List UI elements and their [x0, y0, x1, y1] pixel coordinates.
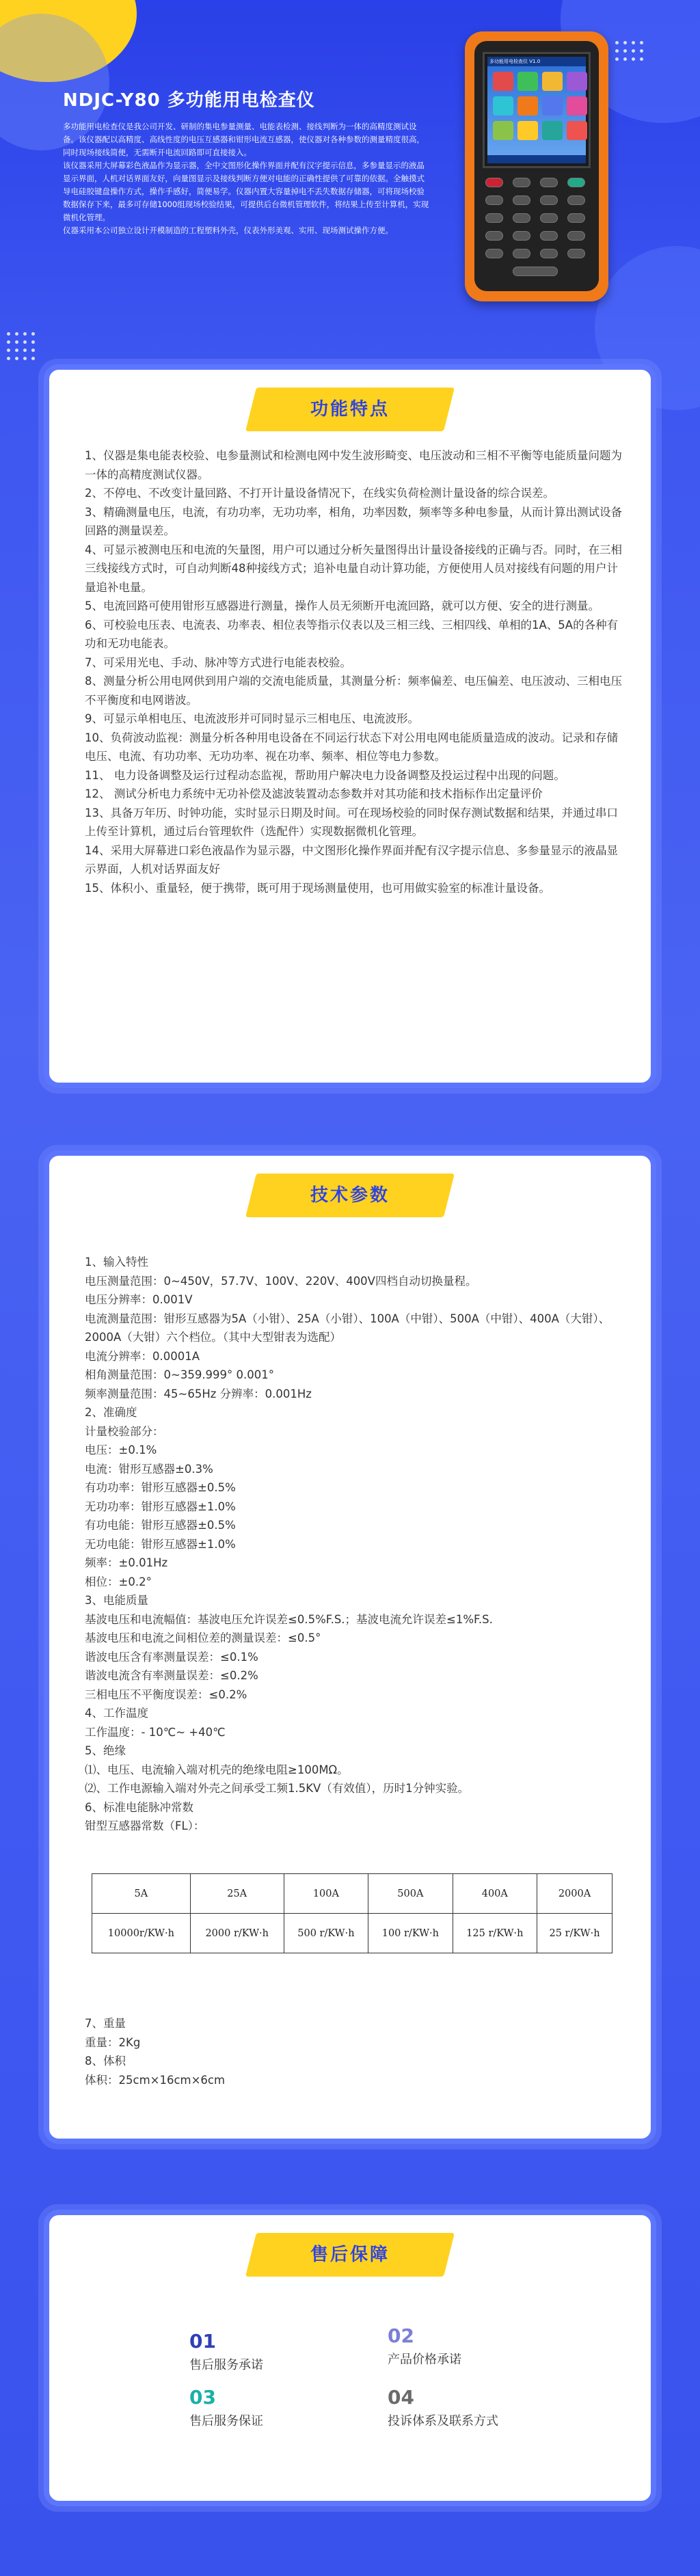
product-title: NDJC-Y80 多功能用电检查仪 — [63, 90, 315, 111]
features-heading-ribbon — [251, 388, 449, 431]
service-number: 04 — [388, 2386, 414, 2409]
spec-list — [85, 1253, 625, 1836]
intro-paragraph: 该仪器采用大屏幕彩色液晶作为显示器，全中文图形化操作界面并配有汉字提示信息，多参量显示的液晶显示界面，人机对话界面友好，向量图显示及接线判断方便对电能的正确性提供了可靠的依据。全触摸式导电硅胶键盘操作方式，操作手感好，简便易学。仪器内置大容量掉电不丢失数据存储器，可将现场校验数据保存下来，最多可存储1000组现场校验结果，可提供后台微机管理软件，将结果上传至计算机，实现微机化管理。 — [63, 161, 429, 222]
table-header-cell: 500A — [368, 1874, 453, 1914]
service-label: 售后服务保证 — [189, 2414, 263, 2428]
feature-item: 11、 电力设备调整及运行过程动态监视，帮助用户解决电力设备调整及投运过程中出现的问题。 — [85, 768, 565, 782]
spec-line: 计量校验部分： — [85, 1424, 164, 1438]
feature-list — [85, 446, 625, 897]
spec-line: 基波电压和电流之间相位差的测量误差：≤0.5° — [85, 1631, 321, 1644]
spec-line: 电压分辨率：0.001V — [85, 1293, 193, 1306]
service-heading: 售后保障 — [310, 2245, 390, 2265]
service-item — [189, 2386, 263, 2429]
table-cell: 2000 r/KW·h — [190, 1914, 284, 1953]
intro-paragraph: 仪器采用本公司独立设计开模制造的工程塑料外壳，仪表外形美观、实用、现场测试操作方便。 — [63, 226, 393, 235]
feature-item: 7、可采用光电、手动、脉冲等方式进行电能表校验。 — [85, 655, 351, 669]
service-item — [388, 2386, 498, 2429]
table-header-cell: 2000A — [537, 1874, 612, 1914]
spec-line: 体积：25cm×16cm×6cm — [85, 2073, 226, 2087]
pulse-constant-table — [92, 1873, 612, 1953]
decorative-dots — [7, 332, 35, 360]
spec-line: 谐波电流含有率测量误差：≤0.2% — [85, 1669, 258, 1682]
service-label: 售后服务承诺 — [189, 2358, 263, 2372]
table-cell: 25 r/KW·h — [537, 1914, 612, 1953]
feature-item: 12、 测试分析电力系统中无功补偿及滤波装置动态参数并对其功能和技术指标作出定量评价 — [85, 787, 543, 800]
decorative-dots — [615, 41, 643, 61]
feature-item: 2、不停电、不改变计量回路、不打开计量设备情况下，在线实负荷检测计量设备的综合误差。 — [85, 487, 554, 500]
hero-section — [0, 0, 700, 355]
feature-item: 13、具备万年历、时钟功能，实时显示日期及时间。可在现场校验的同时保存测试数据和结果，并通过串口上传至计算机，通过后台管理软件（选配件）实现数据微机化管理。 — [85, 806, 618, 838]
feature-item: 3、精确测量电压，电流，有功功率，无功功率，相角，功率因数，频率等多种电参量，从而计算出测试设备回路的测量误差。 — [85, 505, 622, 537]
device-screen-title: 多功能用电检查仪 V1.0 — [487, 57, 586, 66]
specs-heading: 技术参数 — [310, 1185, 390, 1206]
spec-line: 无功功率：钳形互感器±1.0% — [85, 1500, 236, 1513]
table-header-row — [92, 1874, 612, 1914]
spec-line: 电流：钳形互感器±0.3% — [85, 1462, 213, 1476]
feature-item: 14、采用大屏幕进口彩色液晶作为显示器，中文图形化操作界面并配有汉字提示信息、多参量显示的液晶显示界面，人机对话界面友好 — [85, 843, 618, 876]
feature-item: 4、可显示被测电压和电流的矢量图，用户可以通过分析矢量图得出计量设备接线的正确与否。同时，在三相三线接线方式时，可自动判断48种接线方式；追补电量自动计算功能，方便使用人员对接线有问题的用户计量追补电量。 — [85, 543, 622, 594]
spec-line: 电压：±0.1% — [85, 1443, 157, 1456]
service-number: 01 — [189, 2330, 216, 2353]
spec-line: 电压测量范围：0~450V，57.7V、100V、220V、400V四档自动切换量程。 — [85, 1274, 477, 1288]
spec-line: 2、准确度 — [85, 1406, 137, 1419]
spec-line: 6、标准电能脉冲常数 — [85, 1800, 193, 1814]
spec-line: 频率：±0.01Hz — [85, 1556, 168, 1569]
service-card — [44, 2210, 656, 2506]
service-number: 03 — [189, 2386, 216, 2409]
spec-line: 8、体积 — [85, 2055, 126, 2067]
table-header-cell: 25A — [190, 1874, 284, 1914]
service-item — [189, 2330, 263, 2373]
spec-tail — [85, 2014, 625, 2089]
spec-line: 5、绝缘 — [85, 1744, 126, 1757]
spec-line: 三相电压不平衡度误差：≤0.2% — [85, 1687, 247, 1701]
spec-line: 7、重量 — [85, 2017, 126, 2030]
table-header-cell: 100A — [284, 1874, 368, 1914]
table-header-cell: 5A — [92, 1874, 191, 1914]
spec-line: 钳型互感器常数（FL）： — [85, 1819, 205, 1832]
feature-item: 6、可校验电压表、电流表、功率表、相位表等指示仪表以及三相三线、三相四线、单相的1A、5A的各种有功和无功电能表。 — [85, 618, 619, 650]
spec-line: 相角测量范围：0~359.999° 0.001° — [85, 1368, 275, 1381]
table-cell: 125 r/KW·h — [453, 1914, 537, 1953]
feature-item: 15、体积小、重量轻，便于携带，既可用于现场测量使用，也可用做实验室的标准计量设备。 — [85, 881, 550, 895]
spec-line: 电流测量范围：钳形互感器为5A（小钳）、25A（小钳）、100A（中钳）、500A（中钳）、400A（大钳）、2000A（大钳）六个档位。（其中大型钳表为选配） — [85, 1312, 610, 1344]
spec-line: 4、工作温度 — [85, 1707, 148, 1720]
spec-line: ⑵、工作电源输入端对外壳之间承受工频1.5KV（有效值），历时1分钟实验。 — [85, 1782, 470, 1795]
spec-line: 无功电能：钳形互感器±1.0% — [85, 1537, 236, 1551]
specs-card — [44, 1150, 656, 2144]
specs-heading-ribbon — [251, 1174, 449, 1217]
table-row — [92, 1914, 612, 1953]
service-heading-ribbon — [251, 2233, 449, 2277]
spec-line: 电流分辨率：0.0001A — [85, 1349, 200, 1363]
spec-line: 工作温度：- 10℃~ +40℃ — [85, 1725, 226, 1739]
feature-item: 5、电流回路可使用钳形互感器进行测量，操作人员无须断开电流回路，就可以方便、安全的进行测量。 — [85, 599, 600, 612]
spec-line: 有功功率：钳形互感器±0.5% — [85, 1481, 236, 1494]
feature-item: 9、可显示单相电压、电流波形并可同时显示三相电压、电流波形。 — [85, 712, 419, 725]
feature-item: 10、负荷波动监视：测量分析各种用电设备在不同运行状态下对公用电网电能质量造成的波动。记录和存储电压、电流、有功功率、无功功率、视在功率、频率、相位等电力参数。 — [85, 731, 618, 763]
spec-line: ⑴、电压、电流输入端对机壳的绝缘电阻≥100MΩ。 — [85, 1763, 349, 1776]
spec-line: 有功电能：钳形互感器±0.5% — [85, 1519, 236, 1532]
spec-line: 频率测量范围：45~65Hz 分辨率：0.001Hz — [85, 1387, 312, 1400]
spec-line: 重量：2Kg — [85, 2035, 141, 2049]
service-label: 产品价格承诺 — [388, 2353, 461, 2367]
product-intro — [63, 120, 432, 237]
spec-line: 3、电能质量 — [85, 1594, 148, 1607]
feature-item: 1、仪器是集电能表校验、电参量测试和检测电网中发生波形畸变、电压波动和三相不平衡等电能质量问题为一体的高精度测试仪器。 — [85, 449, 622, 481]
table-cell: 500 r/KW·h — [284, 1914, 368, 1953]
service-number: 02 — [388, 2324, 414, 2347]
intro-paragraph: 多功能用电检查仪是我公司开发、研制的集电参量测量、电能表检测、接线判断为一体的高精度测试设备。该仪器配以高精度、高线性度的电压互感器和钳形电流互感器，使仪器对各种参数的测量精度很高，同时现场接线简便，无需断开电流回路即可直接接入。 — [63, 122, 425, 157]
table-header-cell: 400A — [453, 1874, 537, 1914]
device-image — [465, 31, 608, 301]
spec-line: 相位：±0.2° — [85, 1575, 152, 1588]
service-label: 投诉体系及联系方式 — [388, 2414, 498, 2428]
spec-line: 1、输入特性 — [85, 1256, 148, 1269]
feature-item: 8、测量分析公用电网供到用户端的交流电能质量，其测量分析：频率偏差、电压偏差、电压波动、三相电压不平衡度和电网谐波。 — [85, 675, 622, 707]
table-cell: 100 r/KW·h — [368, 1914, 453, 1953]
table-cell: 10000r/KW·h — [92, 1914, 191, 1953]
spec-line: 谐波电压含有率测量误差：≤0.1% — [85, 1650, 258, 1664]
features-heading: 功能特点 — [310, 399, 390, 420]
service-item — [388, 2324, 461, 2368]
features-card — [44, 364, 656, 1088]
spec-line: 基波电压和电流幅值：基波电压允许误差≤0.5%F.S.；基波电流允许误差≤1%F.S. — [85, 1612, 493, 1626]
